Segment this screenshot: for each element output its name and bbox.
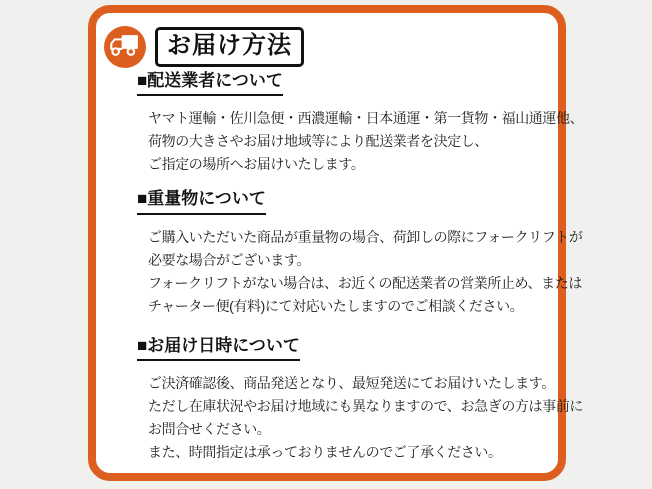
delivery-info-panel [88, 5, 584, 481]
body-line: 必要な場合がございます。 [148, 251, 311, 268]
body-line: ご決済確認後、商品発送となり、最短発送にてお届けいたします。 [148, 375, 555, 392]
body-line: 荷物の大きさやお届け地域等により配送業者を決定し、 [148, 133, 488, 150]
section-carriers-body [148, 107, 584, 176]
body-line: フォークリフトがない場合は、お近くの配送業者の営業所止め、または [148, 274, 582, 291]
body-line: お問合せください。 [148, 421, 271, 438]
truck-icon [104, 26, 146, 68]
section-delivery-datetime-body [148, 372, 583, 464]
section-heading-text: ■配送業者について [137, 71, 283, 96]
panel-header [104, 26, 558, 68]
section-carriers-heading [137, 71, 548, 96]
body-line: チャーター便(有料)にて対応いたしますのでご相談ください。 [148, 297, 524, 314]
body-line: ご指定の場所へお届けいたします。 [148, 156, 365, 173]
section-delivery-datetime [137, 335, 583, 464]
section-heading-text: ■重量物について [137, 189, 266, 214]
sections-container [137, 71, 584, 464]
section-heavy-items-body [148, 226, 583, 318]
section-heading-text: ■お届け日時について [137, 336, 300, 361]
body-line: ご購入いただいた商品が重量物の場合、荷卸しの際にフォークリフトが [148, 228, 583, 245]
section-delivery-datetime-heading [137, 336, 548, 361]
body-line: また、時間指定は承っておりませんのでご了承ください。 [148, 444, 502, 461]
section-carriers [137, 71, 584, 176]
section-heavy-items [137, 189, 583, 317]
body-line: ヤマト運輸・佐川急便・西濃運輸・日本通運・第一貨物・福山通運他、 [148, 110, 584, 127]
page-title: お届け方法 [155, 27, 304, 68]
section-heavy-items-heading [137, 189, 548, 214]
body-line: ただし在庫状況やお届け地域にも異なりますので、お急ぎの方は事前に [148, 398, 583, 415]
